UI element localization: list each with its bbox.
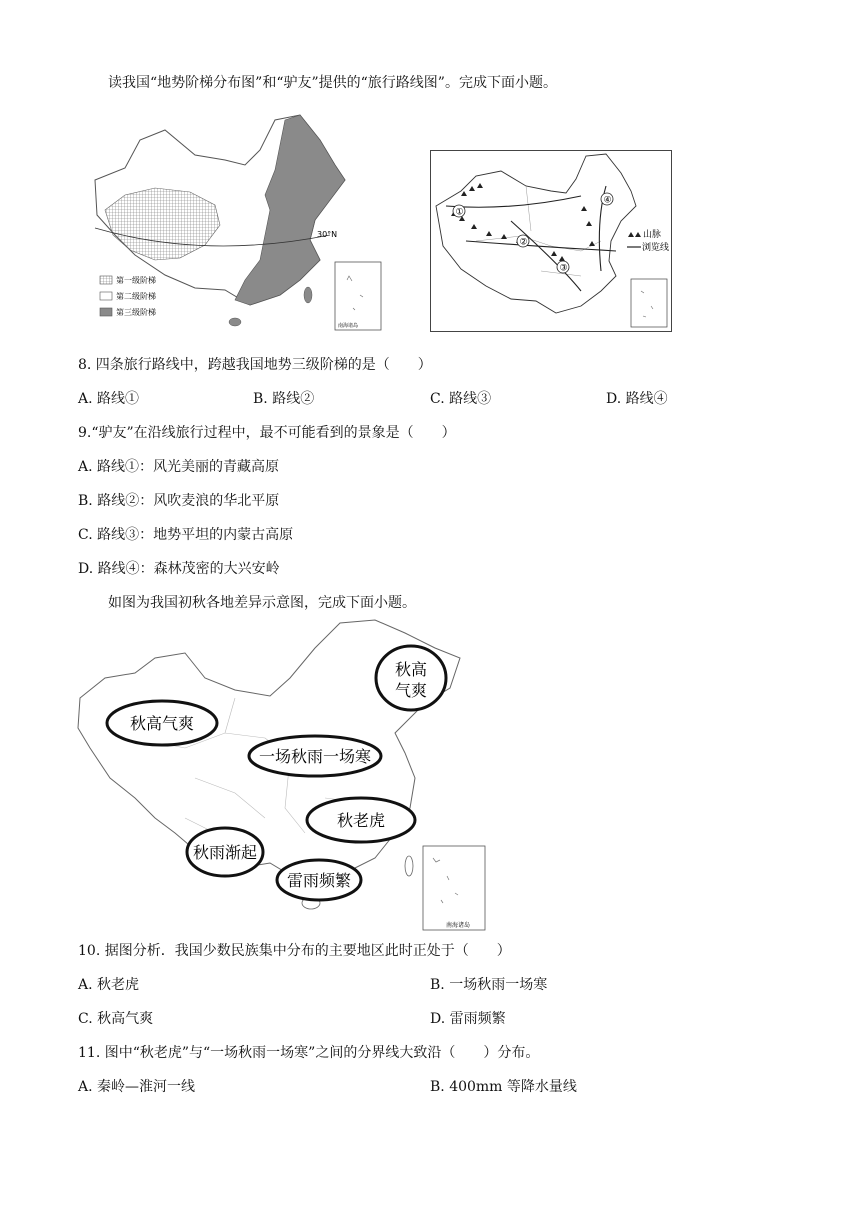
q8-option-c[interactable]: C. 路线③ [430, 391, 492, 407]
terrain-steps-map-svg [85, 110, 385, 335]
route-label-4: ④ [603, 195, 612, 206]
legend-step-1: 第一级阶梯 [116, 276, 156, 285]
label-yichangqiuyu: 一场秋雨一场寒 [258, 747, 372, 766]
q10-option-b[interactable]: B. 一场秋雨一场寒 [430, 977, 548, 993]
q9-option-c[interactable]: C. 路线③：地势平坦的内蒙古高原 [78, 527, 294, 543]
q9-option-d[interactable]: D. 路线④：森林茂密的大兴安岭 [78, 561, 280, 577]
terrain-steps-map [85, 110, 385, 335]
q10-option-d[interactable]: D. 雷雨频繁 [430, 1011, 506, 1027]
route-label-2: ② [519, 237, 528, 248]
q10-stem: 10. 据图分析．我国少数民族集中分布的主要地区此时正处于（ ） [78, 943, 511, 959]
label-qiulaohu: 秋老虎 [336, 811, 386, 830]
travel-route-map-svg [431, 151, 671, 331]
q11-option-b[interactable]: B. 400mm 等降水量线 [430, 1079, 577, 1095]
legend-step-3: 第三级阶梯 [116, 308, 156, 317]
q10-option-c[interactable]: C. 秋高气爽 [78, 1011, 154, 1027]
q8-stem: 8. 四条旅行路线中，跨越我国地势三级阶梯的是（ ） [78, 357, 432, 373]
label-qiuyujianqi: 秋雨渐起 [192, 843, 258, 862]
q8-option-d[interactable]: D. 路线④ [606, 391, 668, 407]
label-leiyupinfan: 雷雨频繁 [286, 871, 352, 890]
legend-route: 浏览线 [642, 243, 670, 253]
q8-option-a[interactable]: A. 路线① [78, 391, 140, 407]
latitude-label: 30°N [317, 230, 338, 239]
travel-route-map [430, 150, 672, 332]
legend-step-2: 第二级阶梯 [116, 292, 156, 301]
intro-text-2: 如图为我国初秋各地差异示意图，完成下面小题。 [108, 595, 416, 611]
q8-option-b[interactable]: B. 路线② [253, 391, 315, 407]
q9-option-b[interactable]: B. 路线②：风吹麦浪的华北平原 [78, 493, 280, 509]
china-outline-2 [436, 154, 636, 313]
route-label-3: ③ [559, 263, 568, 274]
autumn-difference-map-svg [75, 618, 495, 932]
q11-stem: 11. 图中“秋老虎”与“一场秋雨一场寒”之间的分界线大致沿（ ）分布。 [78, 1045, 540, 1061]
mountain-legend-icon [628, 232, 641, 237]
label-qiugao-ne-2: 气爽 [394, 681, 428, 700]
label-qiugao-ne-1: 秋高 [394, 660, 428, 679]
legend-mountain: 山脉 [643, 230, 662, 240]
autumn-difference-map [75, 618, 495, 932]
inset-label-3: 南海诸岛 [445, 922, 471, 929]
label-qiugaoqishuang-west: 秋高气爽 [129, 714, 195, 733]
q10-option-a[interactable]: A. 秋老虎 [78, 977, 140, 993]
q11-option-a[interactable]: A. 秦岭—淮河一线 [78, 1079, 196, 1095]
route-label-1: ① [455, 207, 464, 218]
q9-stem: 9.“驴友”在沿线旅行过程中，最不可能看到的景象是（ ） [78, 425, 456, 441]
intro-text-1: 读我国“地势阶梯分布图”和“驴友”提供的“旅行路线图”。完成下面小题。 [108, 75, 557, 91]
q9-option-a[interactable]: A. 路线①：风光美丽的青藏高原 [78, 459, 280, 475]
inset-label-1: 南海诸岛 [338, 323, 359, 329]
